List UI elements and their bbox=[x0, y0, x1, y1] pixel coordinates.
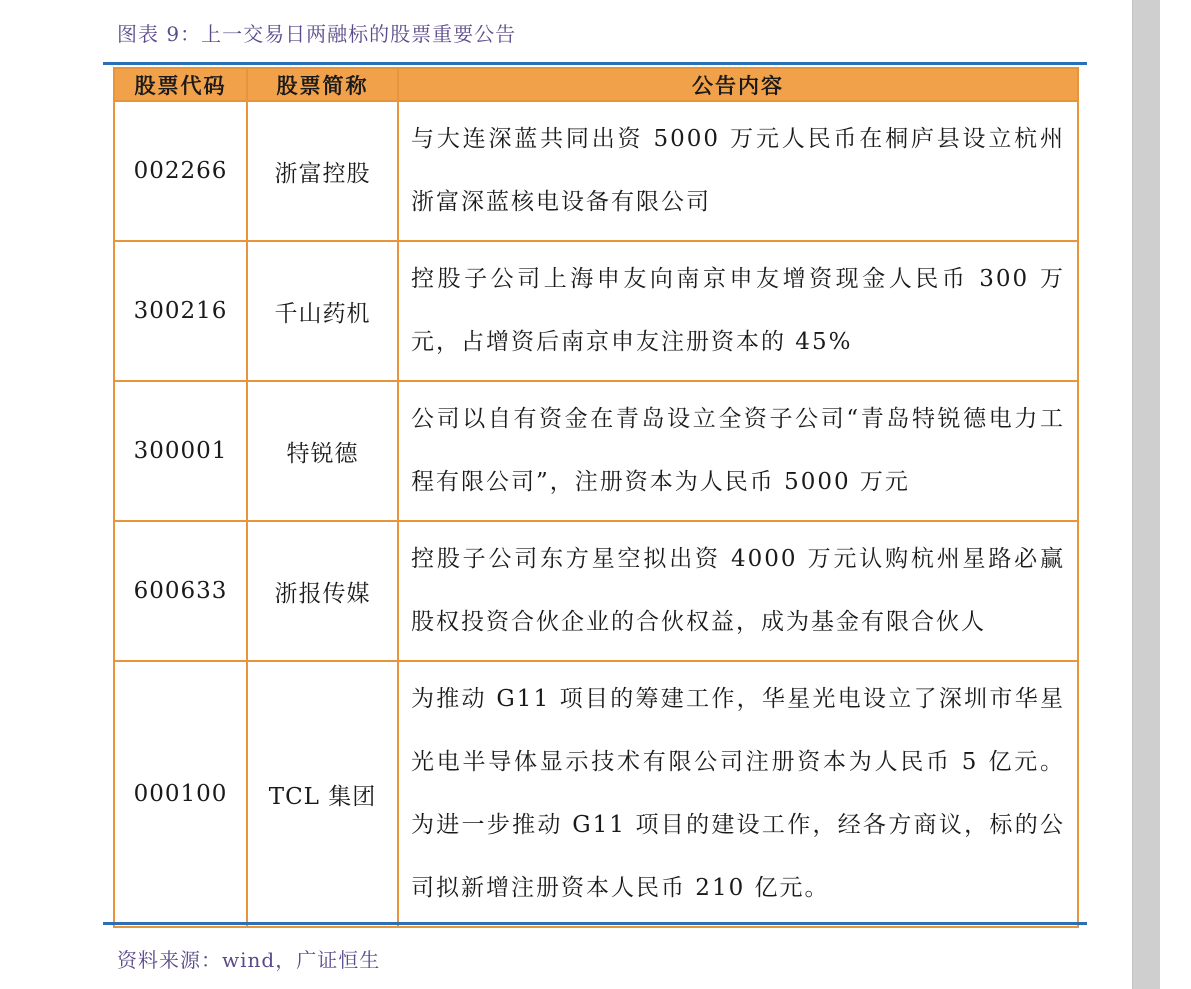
announcement-content-cell: 为推动 G11 项目的筹建工作，华星光电设立了深圳市华星光电半导体显示技术有限公司注册资本为人民币 5 亿元。为进一步推动 G11 项目的建设工作，经各方商议，标的公司拟新增注册资本人民币 210 亿元。 bbox=[398, 661, 1078, 927]
table-row bbox=[114, 101, 1078, 241]
figure-caption: 图表 9：上一交易日两融标的股票重要公告 bbox=[117, 22, 517, 46]
announcement-content-cell: 控股子公司东方星空拟出资 4000 万元认购杭州星路必赢股权投资合伙企业的合伙权益，成为基金有限合伙人 bbox=[398, 521, 1078, 661]
announcement-content-cell: 与大连深蓝共同出资 5000 万元人民币在桐庐县设立杭州浙富深蓝核电设备有限公司 bbox=[398, 101, 1078, 241]
header-stock-code: 股票代码 bbox=[114, 68, 247, 101]
table-bottom-rule bbox=[103, 922, 1087, 925]
table-row bbox=[114, 381, 1078, 521]
announcement-table bbox=[113, 67, 1079, 928]
stock-code-cell: 600633 bbox=[114, 521, 247, 661]
stock-name-cell: 浙富控股 bbox=[247, 101, 398, 241]
table-row bbox=[114, 661, 1078, 927]
stock-name-cell: 特锐德 bbox=[247, 381, 398, 521]
stock-name-cell: 千山药机 bbox=[247, 241, 398, 381]
table-row bbox=[114, 521, 1078, 661]
stock-code-cell: 300216 bbox=[114, 241, 247, 381]
stock-name-cell: TCL 集团 bbox=[247, 661, 398, 927]
stock-code-cell: 000100 bbox=[114, 661, 247, 927]
header-announcement-content: 公告内容 bbox=[398, 68, 1078, 101]
stock-code-cell: 002266 bbox=[114, 101, 247, 241]
table-top-rule bbox=[103, 62, 1087, 65]
stock-code-cell: 300001 bbox=[114, 381, 247, 521]
table-row bbox=[114, 241, 1078, 381]
header-stock-name: 股票简称 bbox=[247, 68, 398, 101]
announcement-content-cell: 控股子公司上海申友向南京申友增资现金人民币 300 万元，占增资后南京申友注册资本的 45% bbox=[398, 241, 1078, 381]
table-header-row bbox=[114, 68, 1078, 101]
announcement-content-cell: 公司以自有资金在青岛设立全资子公司“青岛特锐德电力工程有限公司”，注册资本为人民币 5000 万元 bbox=[398, 381, 1078, 521]
stock-name-cell: 浙报传媒 bbox=[247, 521, 398, 661]
scrollbar-thumb[interactable] bbox=[1132, 0, 1160, 989]
data-source-note: 资料来源：wind，广证恒生 bbox=[117, 948, 381, 972]
